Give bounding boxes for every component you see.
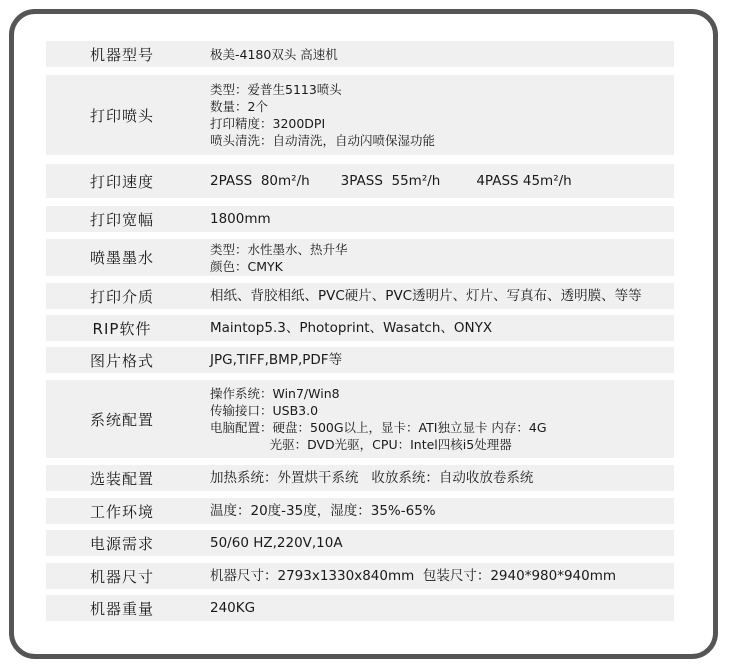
spec-value-line: 传输接口：USB3.0 (210, 403, 319, 418)
spec-value (198, 568, 616, 585)
spec-value-line: 1800mm (210, 210, 271, 227)
spec-label: 打印宽幅 (89, 210, 154, 229)
spec-value-speeds (198, 173, 572, 190)
spec-row-power (46, 530, 674, 556)
spec-value (198, 81, 435, 149)
spec-row-weight (46, 595, 674, 621)
speed-3pass: 3PASS 55m²/h (340, 172, 441, 189)
spec-row-dimensions (46, 563, 674, 589)
spec-row-system (46, 380, 674, 458)
spec-value-line: 相纸、背胶相纸、PVC硬片、PVC透明片、灯片、写真布、透明膜、等等 (210, 287, 642, 304)
spec-row-ink (46, 239, 674, 276)
spec-row-media (46, 283, 674, 309)
spec-label: RIP软件 (92, 319, 152, 338)
spec-label: 机器重量 (89, 599, 154, 618)
spec-label: 打印速度 (89, 172, 154, 191)
spec-value-line: 光驱：DVD光驱，CPU：Intel四核i5处理器 (210, 437, 512, 452)
spec-value (198, 46, 338, 63)
spec-row-image-format (46, 347, 674, 373)
spec-value-line: 温度：20度-35度，湿度：35%-65% (210, 502, 436, 519)
spec-value-line: 极美-4180双头 高速机 (210, 46, 338, 62)
spec-value-line: Maintop5.3、Photoprint、Wasatch、ONYX (210, 319, 493, 336)
spec-value-line: 类型：爱普生5113喷头 (210, 82, 342, 97)
spec-value (198, 211, 271, 228)
spec-row-rip-software (46, 315, 674, 341)
spec-row-model (46, 41, 674, 67)
spec-value-line: JPG,TIFF,BMP,PDF等 (210, 351, 343, 368)
spec-row-environment (46, 498, 674, 524)
spec-value (198, 470, 533, 487)
spec-value-line: 机器尺寸：2793x1330x840mm 包装尺寸：2940*980*940mm (210, 567, 617, 584)
spec-row-speed (46, 164, 674, 198)
speed-4pass: 4PASS 45m²/h (476, 172, 572, 189)
spec-value-line: 电脑配置：硬盘：500G以上，显卡：ATI独立显卡 内存：4G (210, 420, 547, 435)
spec-value (198, 535, 343, 552)
spec-row-options (46, 465, 674, 491)
spec-value (198, 241, 348, 275)
spec-value-line: 操作系统：Win7/Win8 (210, 386, 340, 401)
spec-label: 打印喷头 (89, 106, 154, 125)
spec-value (198, 503, 436, 520)
spec-label: 工作环境 (89, 502, 154, 521)
spec-value (198, 320, 492, 337)
spec-label: 电源需求 (89, 534, 154, 553)
spec-value-line: 打印精度：3200DPI (210, 116, 326, 131)
spec-value-line: 数量：2个 (210, 99, 268, 114)
spec-value (198, 352, 342, 369)
spec-value-line: 颜色：CMYK (210, 258, 283, 274)
spec-label: 打印介质 (89, 287, 154, 306)
spec-label: 机器型号 (89, 45, 154, 64)
spec-row-printhead (46, 75, 674, 155)
spec-value (198, 385, 547, 453)
spec-value (198, 288, 642, 305)
spec-row-print-width (46, 206, 674, 232)
spec-value-line: 240KG (210, 599, 256, 616)
spec-value (198, 600, 255, 617)
speed-2pass: 2PASS 80m²/h (210, 172, 310, 189)
spec-value-line: 类型：水性墨水、热升华 (210, 241, 348, 257)
spec-label: 机器尺寸 (89, 567, 154, 586)
spec-label: 图片格式 (89, 351, 154, 370)
spec-label: 喷墨墨水 (89, 249, 154, 267)
spec-value-line: 50/60 HZ,220V,10A (210, 534, 343, 551)
spec-label: 系统配置 (89, 410, 154, 429)
spec-value-line: 加热系统：外置烘干系统 收放系统：自动收放卷系统 (210, 469, 534, 486)
spec-value-line: 喷头清洗：自动清洗，自动闪喷保湿功能 (210, 133, 436, 148)
spec-label: 选装配置 (89, 469, 154, 488)
